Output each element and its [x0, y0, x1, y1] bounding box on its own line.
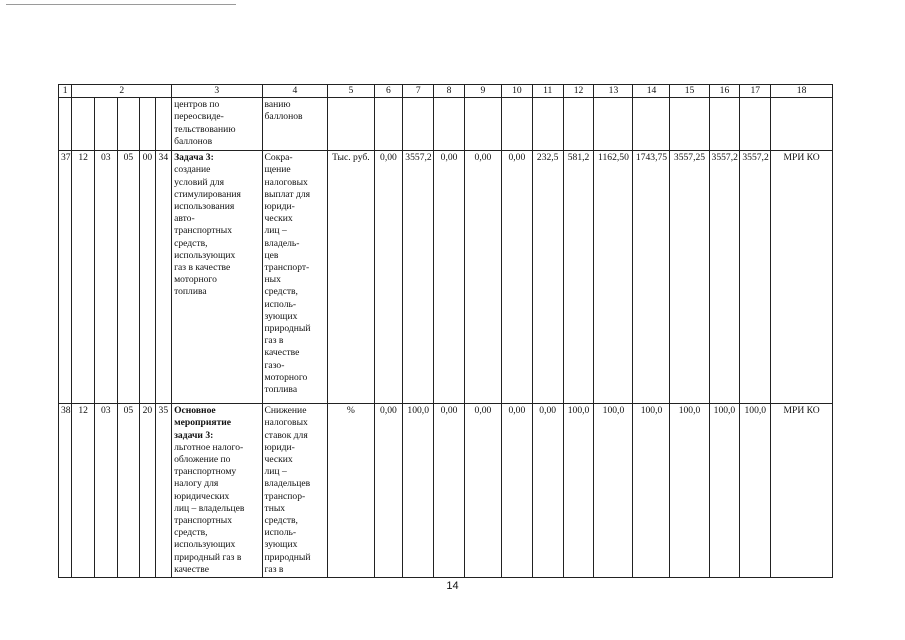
scan-artifact-line: [6, 4, 236, 5]
header-cell: 6: [374, 85, 403, 98]
code-cell: 05: [117, 151, 140, 404]
value-cell: 3557,2: [403, 151, 434, 404]
header-cell: 1: [59, 85, 72, 98]
value-cell: 0,00: [501, 151, 532, 404]
value-cell: 3557,25: [670, 151, 709, 404]
header-cell: 12: [563, 85, 594, 98]
description-cell: центров по переосвиде- тельствованию баллонов: [172, 98, 262, 151]
code-cell: 35: [155, 404, 171, 578]
table-row-37: [59, 151, 833, 404]
value-cell: 0,00: [501, 404, 532, 578]
row-number: 37: [59, 151, 72, 404]
empty-cell: [709, 98, 740, 151]
empty-cell: [328, 98, 374, 151]
value-cell: 100,0: [709, 404, 740, 578]
value-cell: 100,0: [563, 404, 594, 578]
code-cell: 12: [72, 404, 95, 578]
indicator-cell: Сокра- щение налоговых выплат для юриди- ческих лиц – владель- цев транспорт- ных средств, исполь- зующих природный газ в качестве газо- моторного топлива: [262, 151, 328, 404]
empty-cell: [501, 98, 532, 151]
task-title: Задача 3:: [174, 152, 214, 164]
empty-cell: [434, 98, 465, 151]
unit-cell: Тыс. руб.: [328, 151, 374, 404]
code-cell: 00: [140, 151, 155, 404]
value-cell: 232,5: [532, 151, 563, 404]
page-number: 14: [446, 580, 459, 592]
header-cell: 15: [670, 85, 709, 98]
value-cell: 100,0: [633, 404, 670, 578]
header-cell: 18: [771, 85, 833, 98]
empty-cell: [464, 98, 501, 151]
empty-cell: [72, 98, 95, 151]
header-row: [59, 85, 833, 98]
header-cell: 14: [633, 85, 670, 98]
header-cell: 11: [532, 85, 563, 98]
table-row-38: [59, 404, 833, 578]
code-cell: 12: [72, 151, 95, 404]
empty-cell: [771, 98, 833, 151]
indicator-cell: Снижение налоговых ставок для юриди- ческих лиц – владельцев транспор- тных средств, исполь- зующих природный газ в: [262, 404, 328, 578]
header-cell: 8: [434, 85, 465, 98]
description-cell: [172, 151, 262, 404]
code-cell: 03: [94, 404, 117, 578]
empty-cell: [563, 98, 594, 151]
empty-cell: [155, 98, 171, 151]
empty-cell: [532, 98, 563, 151]
header-cell: 13: [594, 85, 633, 98]
value-cell: 0,00: [532, 404, 563, 578]
org-cell: МРИ КО: [771, 151, 833, 404]
task-text: создание условий для стимулирования использования авто- транспортных средств, использующих газ в качестве моторного топлива: [174, 164, 241, 298]
code-cell: 34: [155, 151, 171, 404]
value-cell: 0,00: [464, 151, 501, 404]
description-cell: [172, 404, 262, 578]
value-cell: 0,00: [374, 404, 403, 578]
measure-text: льготное налого- обложение по транспортному налогу для юридических лиц – владельцев транспортных средств, использующих природный газ в качестве: [174, 441, 245, 575]
header-cell: 17: [740, 85, 771, 98]
value-cell: 0,00: [374, 151, 403, 404]
empty-cell: [740, 98, 771, 151]
continuation-row: [59, 98, 833, 151]
code-cell: 05: [117, 404, 140, 578]
header-cell: 16: [709, 85, 740, 98]
value-cell: 0,00: [434, 404, 465, 578]
header-cell: 4: [262, 85, 328, 98]
value-cell: 3557,2: [709, 151, 740, 404]
empty-cell: [117, 98, 140, 151]
value-cell: 100,0: [670, 404, 709, 578]
indicator-cell: ванию баллонов: [262, 98, 328, 151]
header-cell: 5: [328, 85, 374, 98]
header-cell: 9: [464, 85, 501, 98]
value-cell: 1743,75: [633, 151, 670, 404]
value-cell: 100,0: [403, 404, 434, 578]
empty-cell: [403, 98, 434, 151]
header-cell: 7: [403, 85, 434, 98]
empty-cell: [94, 98, 117, 151]
value-cell: 100,0: [740, 404, 771, 578]
empty-cell: [670, 98, 709, 151]
empty-cell: [594, 98, 633, 151]
value-cell: 3557,2: [740, 151, 771, 404]
measure-title: Основное мероприятие задачи 3:: [174, 405, 232, 441]
empty-cell: [374, 98, 403, 151]
value-cell: 581,2: [563, 151, 594, 404]
value-cell: 0,00: [464, 404, 501, 578]
header-cell: 10: [501, 85, 532, 98]
header-cell: 3: [172, 85, 262, 98]
row-number: 38: [59, 404, 72, 578]
empty-cell: [59, 98, 72, 151]
value-cell: 1162,50: [594, 151, 633, 404]
unit-cell: %: [328, 404, 374, 578]
program-table: [58, 84, 833, 578]
value-cell: 0,00: [434, 151, 465, 404]
value-cell: 100,0: [594, 404, 633, 578]
header-cell: 2: [72, 85, 172, 98]
empty-cell: [140, 98, 155, 151]
org-cell: МРИ КО: [771, 404, 833, 578]
code-cell: 20: [140, 404, 155, 578]
code-cell: 03: [94, 151, 117, 404]
empty-cell: [633, 98, 670, 151]
